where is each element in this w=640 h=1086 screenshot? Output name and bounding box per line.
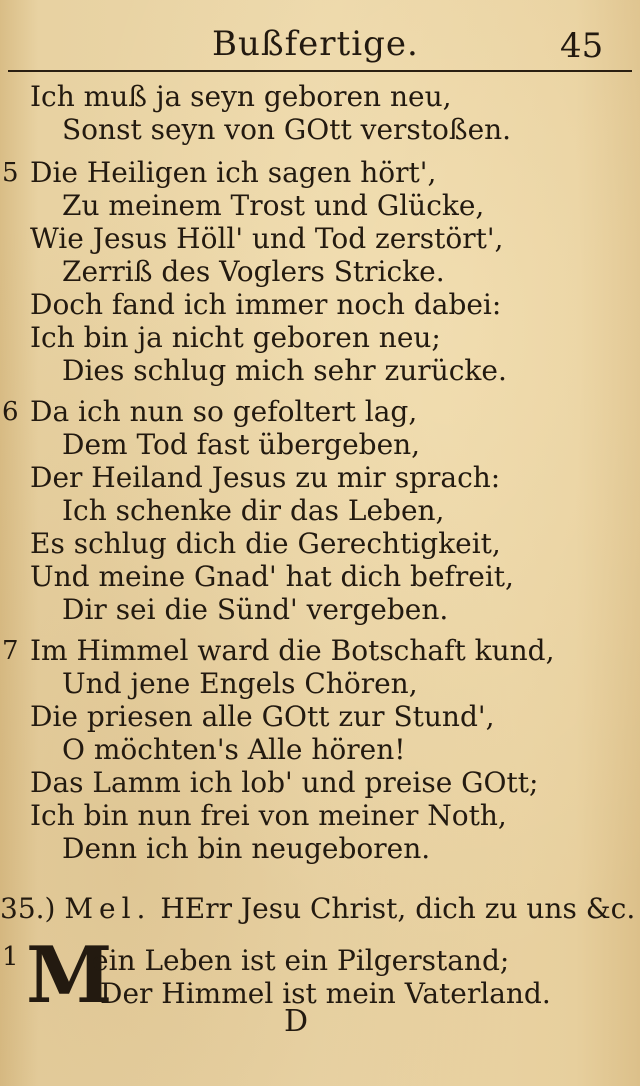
verse-line: Und meine Gnad' hat dich befreit, [30, 560, 514, 593]
stanza-number: 1 [2, 942, 19, 972]
header-rule [8, 70, 632, 72]
hymn-heading [0, 892, 635, 926]
verse-line: Wie Jesus Höll' und Tod zerstört', [30, 222, 504, 255]
verse-line: Die Heiligen ich sagen hört', [30, 156, 437, 189]
drop-cap: M [26, 930, 113, 1021]
verse-line: Die priesen alle GOtt zur Stund', [30, 700, 495, 733]
verse-line: Ich schenke dir das Leben, [62, 494, 445, 527]
verse-line: Und jene Engels Chören, [62, 667, 418, 700]
verse-line: ein Leben ist ein Pilgerstand; [92, 944, 510, 977]
melody-label: Mel. [64, 892, 152, 925]
stanza-number: 7 [2, 636, 19, 666]
verse-line: Zerriß des Voglers Stricke. [62, 255, 445, 288]
verse-line: Dies schlug mich sehr zurücke. [62, 354, 507, 387]
running-head-title: Bußfertige. [212, 24, 419, 64]
signature-mark: D [284, 1004, 309, 1039]
stanza-number: 5 [2, 158, 19, 188]
stanza-number: 6 [2, 397, 19, 427]
verse-line: Dem Tod fast übergeben, [62, 428, 421, 461]
verse-line: Der Himmel ist mein Vaterland. [100, 977, 551, 1010]
verse-line: Ich muß ja seyn geboren neu, [30, 80, 452, 113]
verse-line: Sonst seyn von GOtt verstoßen. [62, 113, 512, 146]
verse-line: Doch fand ich immer noch dabei: [30, 288, 502, 321]
verse-line: Da ich nun so gefoltert lag, [30, 395, 418, 428]
page-number: 45 [560, 26, 604, 66]
verse-line: Ich bin ja nicht geboren neu; [30, 321, 441, 354]
verse-line: Ich bin nun frei von meiner Noth, [30, 799, 507, 832]
verse-line: Es schlug dich die Gerechtigkeit, [30, 527, 501, 560]
verse-line: Im Himmel ward die Botschaft kund, [30, 634, 555, 667]
melody-title: HErr Jesu Christ, dich zu uns &c. [160, 892, 636, 925]
verse-line: Dir sei die Sünd' vergeben. [62, 593, 449, 626]
verse-line: Zu meinem Trost und Glücke, [62, 189, 485, 222]
verse-line: Denn ich bin neugeboren. [62, 832, 431, 865]
hymn-number: 35.) [0, 892, 56, 925]
verse-line: Das Lamm ich lob' und preise GOtt; [30, 766, 539, 799]
verse-line: Der Heiland Jesus zu mir sprach: [30, 461, 501, 494]
verse-line: O möchten's Alle hören! [62, 733, 406, 766]
